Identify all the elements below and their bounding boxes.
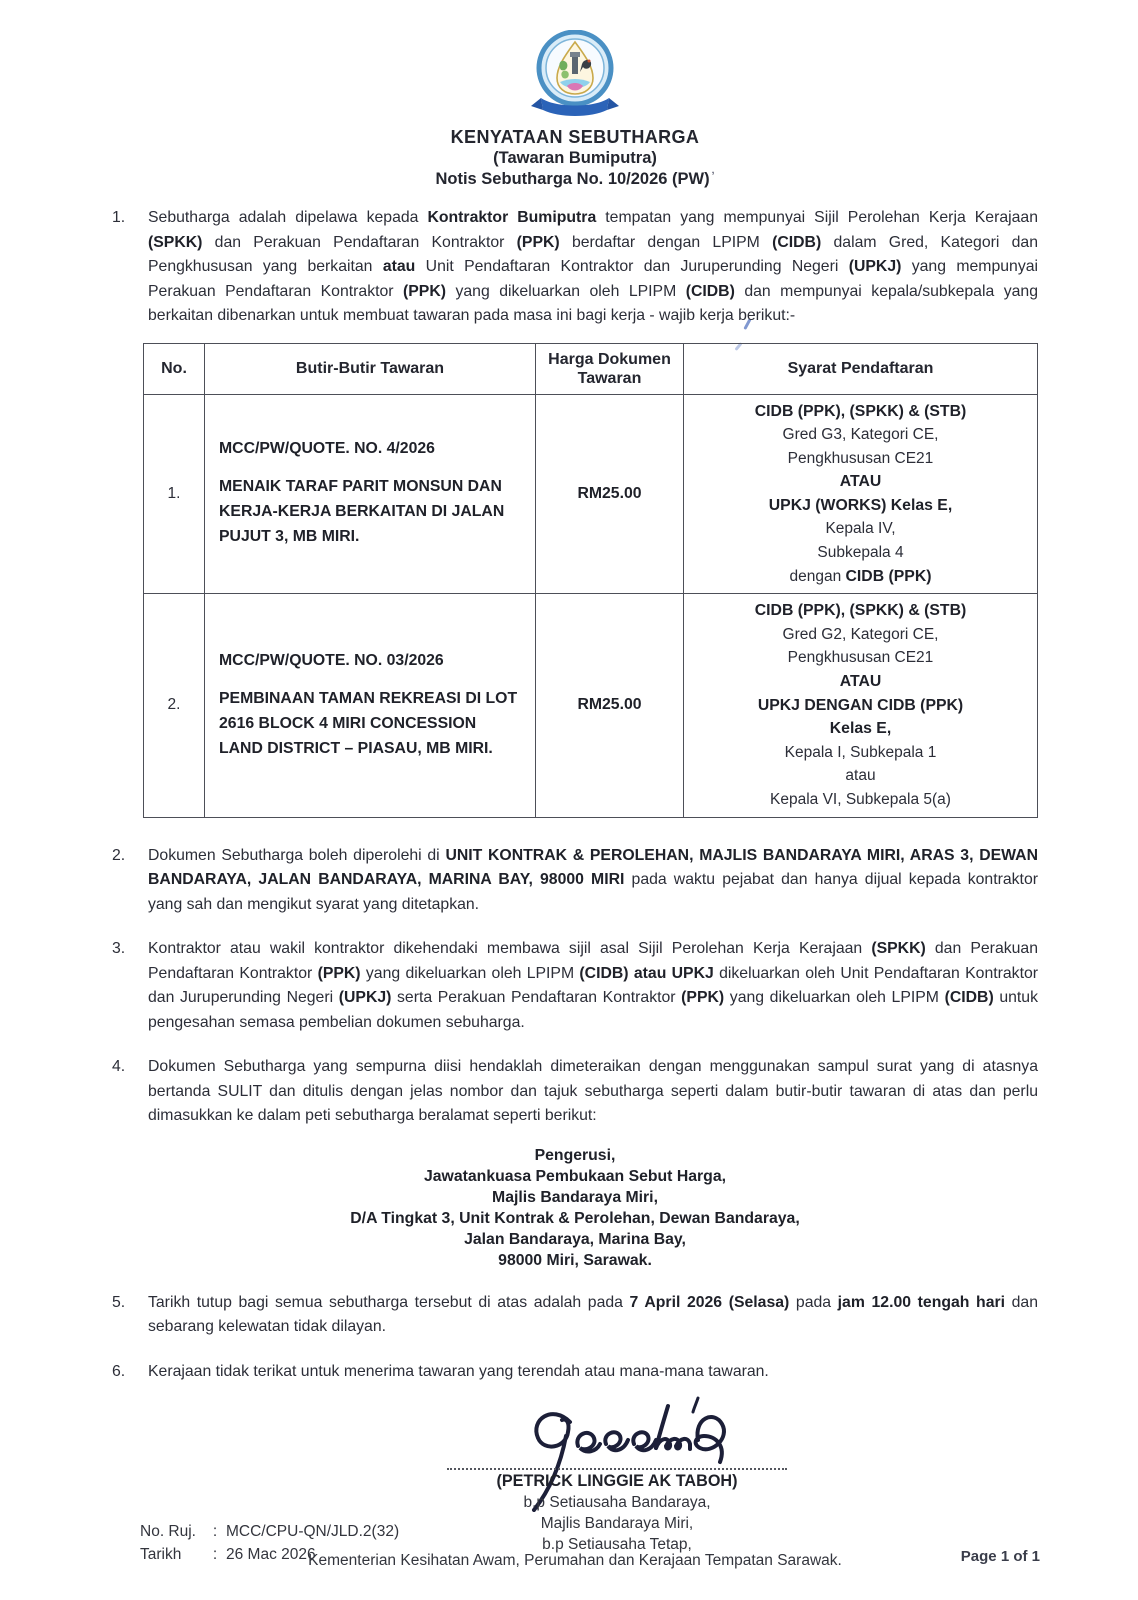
tender-items-table — [143, 343, 1038, 818]
paragraph-text: Kerajaan tidak terikat untuk menerima tawaran yang terendah atau mana-mana tawaran. — [148, 1362, 769, 1380]
table-row — [144, 594, 1038, 817]
col-header-syarat: Syarat Pendaftaran — [684, 343, 1038, 394]
paragraph-text: Dokumen Sebutharga boleh diperolehi di UNIT KONTRAK & PEROLEHAN, MAJLIS BANDARAYA MIRI, ARAS 3, DEWAN BANDARAYA, JALAN BANDARAYA, MARINA BAY, 98000 MIRI pada waktu pejabat dan hanya dijual kepada kontraktor yang sah dan mengikut syarat yang ditetapkan. — [148, 846, 1038, 913]
signatory-name: (PETRICK LINGGIE AK TABOH) — [496, 1472, 738, 1491]
job-title: PEMBINAAN TAMAN REKREASI DI LOT 2616 BLOCK 4 MIRI CONCESSION LAND DISTRICT – PIASAU, MB MIRI. — [219, 689, 518, 757]
tender-details-cell — [205, 594, 536, 817]
page-number: Page 1 of 1 — [960, 1548, 1040, 1565]
notice-number: Notis Sebutharga No. 10/2026 (PW) — [435, 170, 710, 188]
date-label: Tarikh — [140, 1546, 182, 1563]
paragraph-text: Sebutharga adalah dipelawa kepada Kontraktor Bumiputra tempatan yang mempunyai Sijil Perolehan Kerja Kerajaan (SPKK) dan Perakuan Pendaftaran Kontraktor (PPK) berdaftar dengan LPIPM (CIDB) dalam Gred, Kategori dan Pengkhususan yang berkaitan atau Unit Pendaftaran Kontraktor dan Juruperunding Negeri (UPKJ) yang mempunyai Perakuan Pendaftaran Kontraktor (PPK) yang dikeluarkan oleh LPIPM (CIDB) dan mempunyai kepala/subkepala yang berkaitan dibenarkan untuk membuat tawaran pada masa ini bagi kerja - wajib kerja berikut:- — [148, 209, 1039, 324]
signature-dotted-line — [447, 1468, 787, 1470]
signatory-title: b.p Setiausaha Bandaraya, — [523, 1494, 711, 1512]
signatory-organisation: Majlis Bandaraya Miri, — [540, 1515, 694, 1533]
paragraph-3 — [112, 937, 1038, 1035]
table-row — [144, 394, 1038, 594]
col-header-harga: Harga Dokumen Tawaran — [536, 343, 684, 394]
paragraph-4 — [112, 1055, 1038, 1129]
miri-city-council-crest-logo — [511, 30, 639, 122]
paragraph-number: 4. — [112, 1058, 126, 1076]
stray-ink-mark: ʼ — [711, 169, 715, 184]
paragraph-2 — [112, 844, 1038, 918]
signatory-title-2: b.p Setiausaha Tetap, — [542, 1536, 692, 1554]
paragraph-6 — [112, 1360, 1038, 1385]
paragraph-number: 2. — [112, 846, 126, 864]
registration-requirements: CIDB (PPK), (SPKK) & (STB) Gred G3, Kategori CE, Pengkhususan CE21 ATAU UPKJ (WORKS) Kelas E, Kepala IV, Subkepala 4 dengan CIDB (PPK) — [684, 394, 1038, 594]
paragraph-number: 1. — [112, 209, 126, 226]
document-price: RM25.00 — [536, 594, 684, 817]
quote-reference: MCC/PW/QUOTE. NO. 4/2026 — [219, 440, 435, 458]
document-title: KENYATAAN SEBUTHARGA — [450, 127, 700, 147]
document-header — [112, 0, 1038, 190]
col-header-no: No. — [144, 343, 205, 394]
date-colon: : — [212, 1546, 218, 1563]
document-subtitle: (Tawaran Bumiputra) — [493, 149, 657, 167]
paragraph-text: Dokumen Sebutharga yang sempurna diisi hendaklah dimeteraikan dengan menggunakan sampul surat yang di atasnya bertanda SULIT dan ditulis dengan jelas nombor dan tajuk sebutharga seperti dalam butir-butir tawaran di atas dan perlu dimasukkan ke dalam peti sebutharga beralamat seperti berikut: — [148, 1058, 1038, 1125]
ref-label: No. Ruj. — [140, 1523, 196, 1540]
job-title: MENAIK TARAF PARIT MONSUN DAN KERJA-KERJA BERKAITAN DI JALAN PUJUT 3, MB MIRI. — [219, 478, 505, 546]
col-header-butir: Butir-Butir Tawaran — [205, 343, 536, 394]
table-header-row — [144, 343, 1038, 394]
ministry-line: Kementerian Kesihatan Awam, Perumahan dan Kerajaan Tempatan Sarawak. — [308, 1552, 842, 1570]
submission-address-block: Pengerusi, Jawatankuasa Pembukaan Sebut Harga, Majlis Bandaraya Miri, D/A Tingkat 3, Unit Kontrak & Perolehan, Dewan Bandaraya, Jalan Bandaraya, Marina Bay, 98000 Miri, Sarawak. — [350, 1146, 800, 1269]
paragraph-text: Kontraktor atau wakil kontraktor dikehendaki membawa sijil asal Sijil Perolehan Kerja Kerajaan (SPKK) dan Perakuan Pendaftaran Kontraktor (PPK) yang dikeluarkan oleh LPIPM (CIDB) atau UPKJ dikeluarkan oleh Unit Pendaftaran Kontraktor dan Juruperunding Negeri (UPKJ) serta Perakuan Pendaftaran Kontraktor (PPK) yang dikeluarkan oleh LPIPM (CIDB) untuk pengesahan semasa pembelian dokumen sebuharga. — [148, 940, 1039, 1031]
paragraph-number: 3. — [112, 940, 126, 958]
paragraph-number: 5. — [112, 1293, 126, 1311]
quote-reference: MCC/PW/QUOTE. NO. 03/2026 — [219, 651, 444, 669]
paragraph-number: 6. — [112, 1362, 126, 1380]
paragraph-text: Tarikh tutup bagi semua sebutharga tersebut di atas adalah pada 7 April 2026 (Selasa) pada jam 12.00 tengah hari dan sebarang kelewatan tidak dilayan. — [148, 1293, 1038, 1336]
row-number: 2. — [144, 594, 205, 817]
paragraph-1 — [112, 206, 1038, 329]
paragraph-5 — [112, 1291, 1038, 1340]
ref-colon: : — [212, 1523, 218, 1540]
date-value: 26 Mac 2026 — [226, 1546, 316, 1563]
document-price: RM25.00 — [536, 394, 684, 594]
tender-details-cell — [205, 394, 536, 594]
registration-requirements: CIDB (PPK), (SPKK) & (STB) Gred G2, Kategori CE, Pengkhususan CE21 ATAU UPKJ DENGAN CIDB (PPK) Kelas E, Kepala I, Subkepala 1 atau Kepala VI, Subkepala 5(a) — [684, 594, 1038, 817]
row-number: 1. — [144, 394, 205, 594]
ref-value: MCC/CPU-QN/JLD.2(32) — [226, 1523, 400, 1540]
footer-reference-block — [140, 1520, 399, 1566]
